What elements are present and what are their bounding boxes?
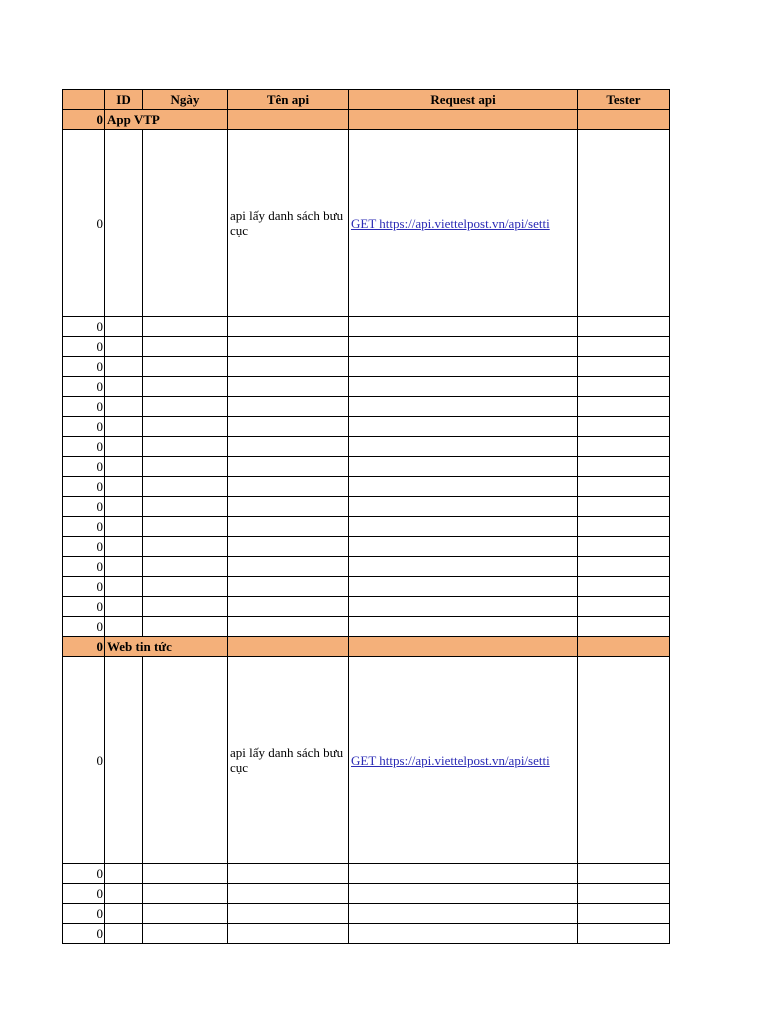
table-row (63, 924, 670, 944)
empty-cell[interactable] (578, 924, 670, 944)
empty-cell[interactable] (105, 437, 143, 457)
row-number[interactable]: 0 (63, 597, 105, 617)
empty-cell[interactable] (228, 437, 349, 457)
empty-cell[interactable] (228, 477, 349, 497)
row-number[interactable]: 0 (63, 617, 105, 637)
table-row (63, 517, 670, 537)
empty-cell[interactable] (228, 884, 349, 904)
table-row (63, 437, 670, 457)
table-row (63, 457, 670, 477)
empty-cell[interactable] (349, 397, 578, 417)
section-title[interactable]: App VTP (105, 110, 228, 130)
header-index[interactable] (63, 90, 105, 110)
empty-cell[interactable] (228, 537, 349, 557)
empty-cell[interactable] (105, 537, 143, 557)
section-row (63, 110, 670, 130)
empty-cell[interactable] (578, 557, 670, 577)
empty-cell[interactable] (228, 597, 349, 617)
empty-cell[interactable] (228, 864, 349, 884)
empty-cell[interactable] (105, 904, 143, 924)
request-api-cell[interactable] (349, 657, 578, 864)
row-number[interactable]: 0 (63, 904, 105, 924)
empty-cell[interactable] (578, 437, 670, 457)
table-row (63, 537, 670, 557)
empty-cell[interactable] (349, 537, 578, 557)
table-row (63, 397, 670, 417)
row-number[interactable]: 0 (63, 317, 105, 337)
row-number[interactable]: 0 (63, 337, 105, 357)
empty-cell[interactable] (349, 417, 578, 437)
section-number[interactable]: 0 (63, 637, 105, 657)
empty-cell[interactable] (349, 924, 578, 944)
empty-cell[interactable] (349, 457, 578, 477)
empty-cell[interactable] (105, 377, 143, 397)
empty-cell[interactable] (349, 597, 578, 617)
empty-cell[interactable] (349, 377, 578, 397)
empty-cell[interactable] (578, 477, 670, 497)
api-name-cell[interactable]: api lấy danh sách bưu cục (228, 657, 349, 864)
row-number[interactable]: 0 (63, 130, 105, 317)
api-name-cell[interactable]: api lấy danh sách bưu cục (228, 130, 349, 317)
row-number[interactable]: 0 (63, 357, 105, 377)
empty-cell[interactable] (228, 337, 349, 357)
empty-cell[interactable] (228, 397, 349, 417)
empty-cell[interactable] (228, 417, 349, 437)
empty-cell[interactable] (143, 477, 228, 497)
tester-cell[interactable] (578, 657, 670, 864)
request-api-link[interactable]: GET https://api.viettelpost.vn/api/setti (351, 215, 550, 231)
row-number[interactable]: 0 (63, 437, 105, 457)
header-tester[interactable]: Tester (578, 90, 670, 110)
section-empty-cell[interactable] (349, 637, 578, 657)
empty-cell[interactable] (349, 317, 578, 337)
empty-cell[interactable] (143, 557, 228, 577)
row-number[interactable]: 0 (63, 477, 105, 497)
header-api-name[interactable]: Tên api (228, 90, 349, 110)
table-row (63, 864, 670, 884)
table-row (63, 557, 670, 577)
empty-cell[interactable] (143, 397, 228, 417)
header-date[interactable]: Ngày (143, 90, 228, 110)
empty-cell[interactable] (578, 457, 670, 477)
row-number[interactable]: 0 (63, 557, 105, 577)
empty-cell[interactable] (578, 337, 670, 357)
section-title[interactable]: Web tin tức (105, 637, 228, 657)
empty-cell[interactable] (578, 417, 670, 437)
table-row (63, 904, 670, 924)
empty-cell[interactable] (578, 904, 670, 924)
table-row (63, 497, 670, 517)
empty-cell[interactable] (143, 617, 228, 637)
empty-cell[interactable] (578, 397, 670, 417)
empty-cell[interactable] (578, 864, 670, 884)
row-number[interactable]: 0 (63, 417, 105, 437)
empty-cell[interactable] (578, 617, 670, 637)
date-cell[interactable] (143, 130, 228, 317)
empty-cell[interactable] (105, 577, 143, 597)
empty-cell[interactable] (349, 357, 578, 377)
row-number[interactable]: 0 (63, 864, 105, 884)
table-row (63, 317, 670, 337)
date-cell[interactable] (143, 657, 228, 864)
row-number[interactable]: 0 (63, 517, 105, 537)
empty-cell[interactable] (578, 357, 670, 377)
empty-cell[interactable] (578, 577, 670, 597)
empty-cell[interactable] (228, 357, 349, 377)
empty-cell[interactable] (228, 457, 349, 477)
empty-cell[interactable] (143, 437, 228, 457)
empty-cell[interactable] (578, 377, 670, 397)
empty-cell[interactable] (143, 337, 228, 357)
empty-cell[interactable] (105, 497, 143, 517)
empty-cell[interactable] (143, 884, 228, 904)
empty-cell[interactable] (105, 597, 143, 617)
empty-cell[interactable] (349, 904, 578, 924)
empty-cell[interactable] (228, 577, 349, 597)
empty-cell[interactable] (143, 357, 228, 377)
empty-cell[interactable] (228, 617, 349, 637)
empty-cell[interactable] (105, 417, 143, 437)
empty-cell[interactable] (578, 597, 670, 617)
empty-cell[interactable] (143, 537, 228, 557)
empty-cell[interactable] (143, 497, 228, 517)
id-cell[interactable] (105, 657, 143, 864)
row-number[interactable]: 0 (63, 397, 105, 417)
row-number[interactable]: 0 (63, 577, 105, 597)
empty-cell[interactable] (349, 437, 578, 457)
empty-cell[interactable] (578, 497, 670, 517)
row-number[interactable]: 0 (63, 497, 105, 517)
empty-cell[interactable] (349, 577, 578, 597)
table-row (63, 577, 670, 597)
row-number[interactable]: 0 (63, 924, 105, 944)
empty-cell[interactable] (143, 924, 228, 944)
row-number[interactable]: 0 (63, 537, 105, 557)
request-api-link[interactable]: GET https://api.viettelpost.vn/api/setti (351, 752, 550, 768)
table-row (63, 357, 670, 377)
row-number[interactable]: 0 (63, 457, 105, 477)
empty-cell[interactable] (228, 557, 349, 577)
section-empty-cell[interactable] (228, 110, 349, 130)
empty-cell[interactable] (105, 397, 143, 417)
empty-cell[interactable] (105, 557, 143, 577)
table-row (63, 337, 670, 357)
empty-cell[interactable] (105, 617, 143, 637)
empty-cell[interactable] (143, 317, 228, 337)
row-number[interactable]: 0 (63, 884, 105, 904)
empty-cell[interactable] (228, 904, 349, 924)
tester-cell[interactable] (578, 130, 670, 317)
empty-cell[interactable] (578, 517, 670, 537)
empty-cell[interactable] (349, 337, 578, 357)
header-id[interactable]: ID (105, 90, 143, 110)
empty-cell[interactable] (228, 924, 349, 944)
table-row (63, 617, 670, 637)
id-cell[interactable] (105, 130, 143, 317)
empty-cell[interactable] (578, 884, 670, 904)
empty-cell[interactable] (143, 517, 228, 537)
empty-cell[interactable] (228, 377, 349, 397)
table-row (63, 417, 670, 437)
table-row (63, 884, 670, 904)
empty-cell[interactable] (349, 617, 578, 637)
empty-cell[interactable] (105, 317, 143, 337)
table-row (63, 477, 670, 497)
empty-cell[interactable] (105, 357, 143, 377)
empty-cell[interactable] (578, 537, 670, 557)
request-api-cell[interactable] (349, 130, 578, 317)
empty-cell[interactable] (105, 924, 143, 944)
empty-cell[interactable] (105, 337, 143, 357)
empty-cell[interactable] (228, 317, 349, 337)
empty-cell[interactable] (349, 517, 578, 537)
row-number[interactable]: 0 (63, 657, 105, 864)
empty-cell[interactable] (105, 517, 143, 537)
empty-cell[interactable] (143, 904, 228, 924)
section-empty-cell[interactable] (349, 110, 578, 130)
api-detail-row (63, 657, 670, 864)
empty-cell[interactable] (349, 884, 578, 904)
empty-cell[interactable] (105, 864, 143, 884)
empty-cell[interactable] (143, 577, 228, 597)
empty-cell[interactable] (143, 597, 228, 617)
empty-cell[interactable] (349, 497, 578, 517)
api-detail-row (63, 130, 670, 317)
empty-cell[interactable] (143, 417, 228, 437)
empty-cell[interactable] (349, 557, 578, 577)
section-empty-cell[interactable] (228, 637, 349, 657)
empty-cell[interactable] (578, 317, 670, 337)
empty-cell[interactable] (228, 517, 349, 537)
empty-cell[interactable] (143, 377, 228, 397)
section-empty-cell[interactable] (578, 637, 670, 657)
table-row (63, 377, 670, 397)
table-row (63, 597, 670, 617)
empty-cell[interactable] (105, 457, 143, 477)
empty-cell[interactable] (143, 457, 228, 477)
section-row (63, 637, 670, 657)
empty-cell[interactable] (349, 864, 578, 884)
empty-cell[interactable] (105, 884, 143, 904)
spreadsheet-table (62, 89, 670, 944)
header-request-api[interactable]: Request api (349, 90, 578, 110)
empty-cell[interactable] (349, 477, 578, 497)
empty-cell[interactable] (143, 864, 228, 884)
empty-cell[interactable] (105, 477, 143, 497)
section-empty-cell[interactable] (578, 110, 670, 130)
section-number[interactable]: 0 (63, 110, 105, 130)
row-number[interactable]: 0 (63, 377, 105, 397)
header-row (63, 90, 670, 110)
empty-cell[interactable] (228, 497, 349, 517)
